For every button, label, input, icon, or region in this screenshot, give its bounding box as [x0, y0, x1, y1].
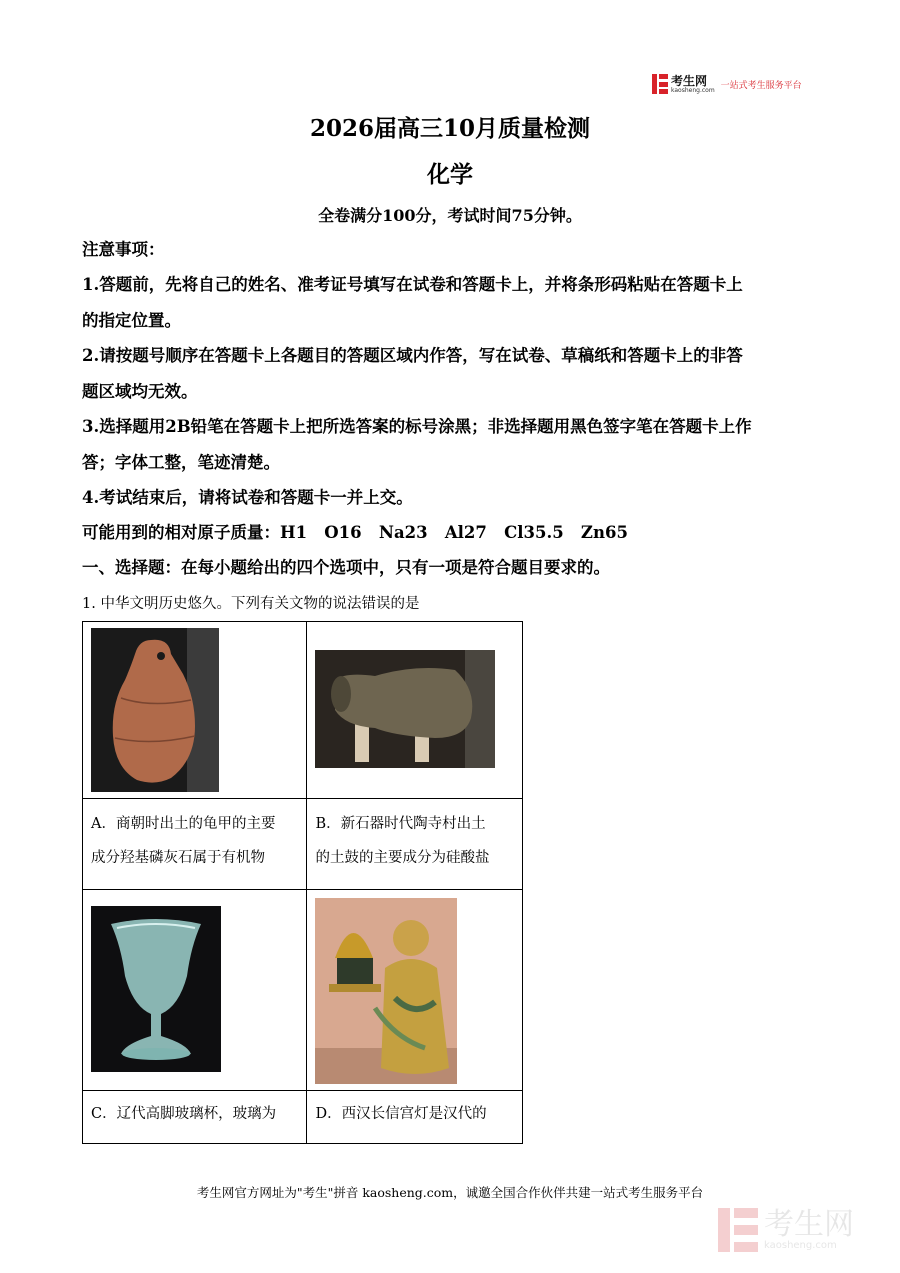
tortoise-shell-image — [91, 628, 219, 792]
option-d-image-cell — [307, 890, 523, 1091]
brand-domain: kaosheng.com — [671, 86, 715, 94]
exam-title: 2026届高三10月质量检测 — [309, 115, 591, 142]
brand-name: 考生网 — [671, 73, 708, 88]
note-line: 1.答题前，先将自己的姓名、准考证号填写在试卷和答题卡上，并将条形码粘贴在答题卡上 — [82, 275, 743, 294]
exam-subject: 化学 — [427, 161, 473, 188]
watermark-logo — [718, 1208, 854, 1252]
watermark-domain: kaosheng.com — [764, 1239, 837, 1251]
brand-logo-icon — [652, 74, 668, 94]
option-c-text-cell — [83, 1091, 307, 1144]
note-line: 4.考试结束后，请将试卷和答题卡一并上交。 — [82, 488, 413, 507]
note-line: 题区域均无效。 — [82, 382, 198, 401]
option-b-line-1: B．新石器时代陶寺村出土 — [315, 816, 486, 832]
option-d-line-1: D．西汉长信宫灯是汉代的 — [315, 1106, 487, 1122]
option-a-line-1: A．商朝时出土的龟甲的主要 — [91, 816, 276, 832]
note-line: 2.请按题号顺序在答题卡上各题目的答题区域内作答，写在试卷、草稿纸和答题卡上的非答 — [82, 346, 743, 365]
note-line: 答；字体工整，笔迹清楚。 — [82, 453, 280, 472]
page-footer: 考生网官方网址为"考生"拼音 kaosheng.com，诚邀全国合作伙伴共建一站式考生服务平台 — [196, 1185, 704, 1200]
option-a-image-cell — [83, 622, 307, 799]
option-c-line-1: C．辽代高脚玻璃杯，玻璃为 — [91, 1106, 277, 1122]
glass-cup-image — [91, 906, 221, 1072]
atomic-masses: 可能用到的相对原子质量：H1 O16 Na23 Al27 Cl35.5 Zn65 — [82, 523, 628, 542]
option-b-image-cell — [307, 622, 523, 799]
palace-lamp-image — [315, 898, 457, 1084]
exam-info: 全卷满分100分，考试时间75分钟。 — [318, 206, 582, 225]
brand-slogan: 一站式考生服务平台 — [720, 80, 802, 91]
question-1-options-table — [82, 621, 523, 1144]
watermark-name: 考生网 — [764, 1206, 854, 1242]
brand-logo — [652, 72, 802, 96]
pottery-drum-image — [315, 650, 495, 768]
section-heading: 一、选择题：在每小题给出的四个选项中，只有一项是符合题目要求的。 — [82, 558, 610, 577]
note-line: 的指定位置。 — [82, 311, 181, 330]
option-b-text-cell — [307, 799, 523, 890]
notes-heading: 注意事项： — [82, 240, 165, 259]
option-b-line-2: 的土鼓的主要成分为硅酸盐 — [315, 850, 490, 866]
question-1-stem: 1. 中华文明历史悠久。下列有关文物的说法错误的是 — [82, 596, 420, 612]
option-a-text-cell — [83, 799, 307, 890]
option-d-text-cell — [307, 1091, 523, 1144]
option-c-image-cell — [83, 890, 307, 1091]
option-a-line-2: 成分羟基磷灰石属于有机物 — [91, 850, 265, 866]
watermark-logo-icon — [718, 1208, 758, 1252]
note-line: 3.选择题用2B铅笔在答题卡上把所选答案的标号涂黑；非选择题用黑色签字笔在答题卡上作 — [82, 417, 752, 436]
